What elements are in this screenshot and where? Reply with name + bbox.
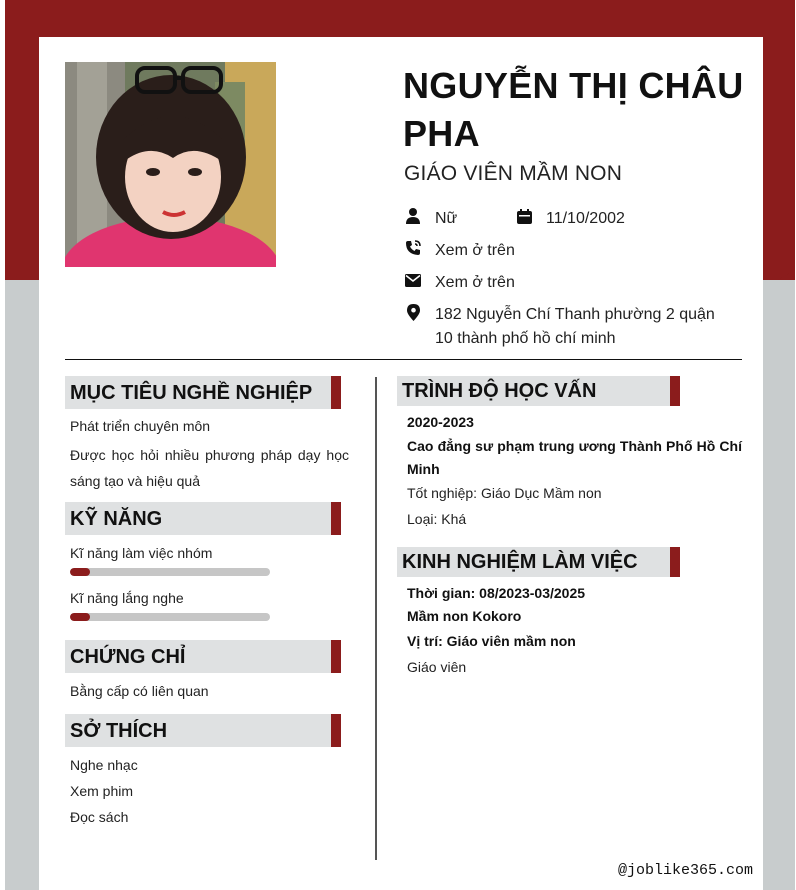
gender-info	[404, 207, 457, 231]
experience-description: Giáo viên	[407, 659, 467, 675]
phone-value: Xem ở trên	[435, 242, 515, 259]
profile-photo	[65, 62, 276, 267]
phone-icon	[404, 239, 422, 257]
skill-name: Kĩ năng lắng nghe	[70, 590, 184, 606]
certificates-header	[65, 640, 341, 673]
envelope-icon	[404, 271, 422, 289]
skills-heading: KỸ NĂNG	[70, 508, 163, 530]
hobby-item: Xem phim	[70, 783, 134, 799]
birthday-value: 11/10/2002	[546, 210, 625, 227]
section-accent-bar	[331, 502, 341, 535]
certificates-heading: CHỨNG CHỈ	[70, 646, 186, 668]
gender-value: Nữ	[435, 210, 458, 227]
side-band-right	[760, 280, 795, 890]
address-value: 182 Nguyễn Chí Thanh phường 2 quận 10 thành phố hồ chí minh	[435, 306, 715, 347]
skill-name: Kĩ năng làm việc nhóm	[70, 545, 213, 561]
education-grade: Loại: Khá	[407, 511, 467, 527]
experience-header	[397, 547, 680, 577]
skill-level-bar	[70, 568, 270, 576]
career-goal-line-2: Được học hỏi nhiều phương pháp dạy học sáng tạo và hiệu quả	[70, 447, 349, 489]
experience-position: Vị trí: Giáo viên mầm non	[407, 633, 576, 649]
footer-brand: @joblike365.com	[618, 862, 754, 879]
section-accent-bar	[331, 640, 341, 673]
career-goal-header	[65, 376, 341, 409]
skill-level-bar	[70, 613, 270, 621]
skill-level-fill	[70, 613, 90, 621]
career-goal-heading: MỤC TIÊU NGHỀ NGHIỆP	[70, 382, 313, 404]
email-info	[404, 271, 515, 295]
section-accent-bar	[331, 376, 341, 409]
section-accent-bar	[670, 376, 680, 406]
education-period: 2020-2023	[407, 414, 474, 430]
certificate-item: Bằng cấp có liên quan	[70, 683, 209, 699]
experience-heading: KINH NGHIỆM LÀM VIỆC	[402, 551, 638, 573]
education-heading: TRÌNH ĐỘ HỌC VẤN	[402, 380, 597, 402]
phone-info	[404, 239, 515, 263]
job-title: GIÁO VIÊN MẦM NON	[404, 162, 623, 185]
hobby-item: Đọc sách	[70, 809, 129, 825]
hobbies-heading: SỞ THÍCH	[70, 720, 168, 742]
career-goal-line-1: Phát triển chuyên môn	[70, 418, 211, 434]
birthday-info	[515, 207, 625, 231]
hobbies-header	[65, 714, 341, 747]
column-divider	[375, 377, 377, 860]
experience-period: Thời gian: 08/2023-03/2025	[407, 585, 586, 601]
experience-company: Mầm non Kokoro	[407, 608, 522, 624]
section-accent-bar	[331, 714, 341, 747]
map-pin-icon	[404, 303, 422, 321]
skill-level-fill	[70, 568, 90, 576]
calendar-icon	[515, 207, 533, 225]
candidate-name: NGUYỄN THỊ CHÂU PHA	[403, 65, 744, 154]
section-accent-bar	[670, 547, 680, 577]
email-value: Xem ở trên	[435, 274, 515, 291]
address-info	[404, 303, 724, 351]
header-divider	[65, 359, 742, 360]
skills-header	[65, 502, 341, 535]
education-school: Cao đẳng sư phạm trung ương Thành Phố Hồ Chí Minh	[407, 438, 742, 477]
side-band-left	[5, 280, 41, 890]
education-major: Tốt nghiệp: Giáo Dục Mầm non	[407, 485, 602, 501]
hobby-item: Nghe nhạc	[70, 757, 138, 773]
education-header	[397, 376, 680, 406]
user-icon	[404, 207, 422, 225]
